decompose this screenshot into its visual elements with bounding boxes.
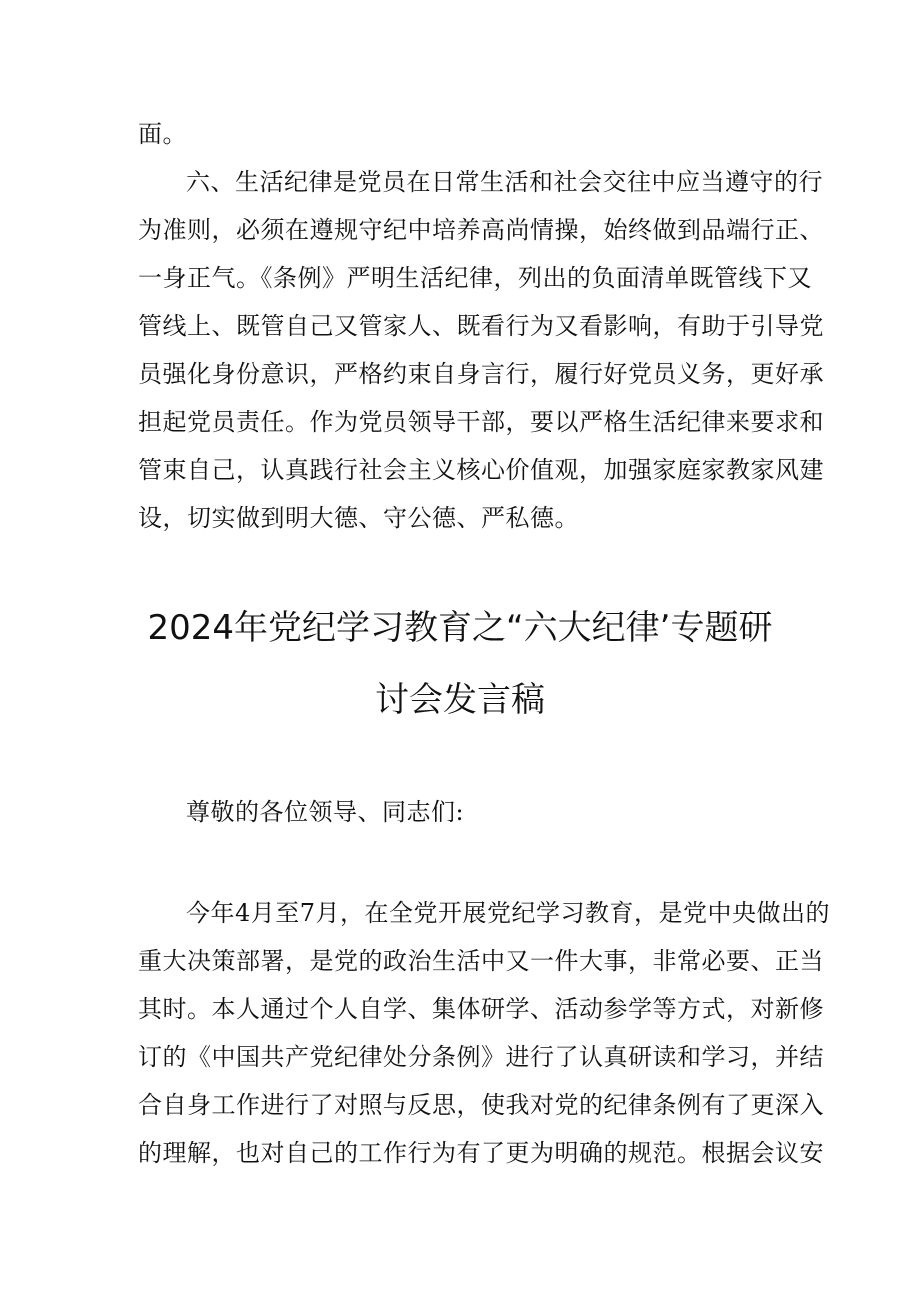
paragraph-line: 管束自己，认真践行社会主义核心价值观，加强家庭家教家风建: [138, 456, 824, 484]
document-title-line-2: 讨会发言稿: [375, 680, 545, 720]
paragraph-line: 六、生活纪律是党员在日常生活和社会交往中应当遵守的行: [186, 168, 823, 196]
paragraph-line: 管线上、既管自己又管家人、既看行为又看影响，有助于引导党: [138, 312, 824, 340]
salutation-text: 尊敬的各位领导、同志们:: [186, 798, 465, 826]
paragraph-line: 的理解，也对自己的工作行为有了更为明确的规范。根据会议安: [138, 1139, 824, 1167]
section-six-paragraph: [138, 158, 824, 542]
paragraph-line: 订的《中国共产党纪律处分条例》进行了认真研读和学习，并结: [138, 1043, 824, 1071]
paragraph-line: 今年4月至7月，在全党开展党纪学习教育，是党中央做出的: [186, 899, 831, 927]
paragraph-line: 设，切实做到明大德、守公德、严私德。: [138, 504, 579, 532]
document-title-line-1: 2024年党纪学习教育之“六大纪律’专题研: [147, 608, 773, 648]
paragraph-line: 担起党员责任。作为党员领导干部，要以严格生活纪律来要求和: [138, 408, 824, 436]
paragraph-line: 员强化身份意识，严格约束自身言行，履行好党员义务，更好承: [138, 360, 824, 388]
intro-paragraph: [138, 889, 831, 1177]
salutation: [138, 788, 786, 836]
paragraph-line: 为准则，必须在遵规守纪中培养高尚情操，始终做到品端行正、: [138, 216, 824, 244]
continuation-paragraph: [138, 110, 786, 158]
paragraph-line: 重大决策部署，是党的政治生活中又一件大事，非常必要、正当: [138, 947, 824, 975]
paragraph-line: 其时。本人通过个人自学、集体研学、活动参学等方式，对新修: [138, 995, 824, 1023]
paragraph-line: 面。: [138, 120, 187, 148]
paragraph-line: 合自身工作进行了对照与反思，使我对党的纪律条例有了更深入: [138, 1091, 824, 1119]
paragraph-line: 一身正气。《条例》严明生活纪律，列出的负面清单既管线下又: [138, 264, 812, 292]
